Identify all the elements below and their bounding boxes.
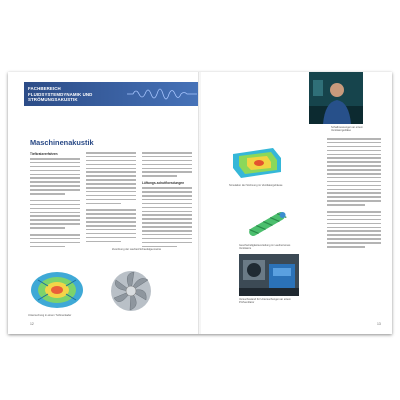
subheading-1: Tiefkratzverfahren: [30, 152, 58, 156]
section-banner: [24, 82, 199, 106]
text-column-2: [86, 152, 136, 244]
waveform-graphic: [127, 84, 197, 104]
caption-turbine: Untersuchung in einem Turbinenlader: [28, 314, 72, 317]
page-number-right: 13: [377, 322, 381, 326]
subheading-2: Lüftungs-schutfloesdungen: [142, 181, 185, 186]
text-column-1: [30, 158, 80, 250]
caption-impeller: Zuordnung der Laufrad-Schaufelgeometrie: [112, 248, 162, 251]
right-page: [201, 72, 392, 334]
turbine-simulation-image: [28, 266, 86, 312]
caption-sim: Simulation der Strömung im Ventilatorgehäuse: [229, 184, 283, 187]
researcher-photo: [309, 72, 363, 124]
text-column-right: [327, 138, 381, 250]
caption-spiral: Geschwindigkeitsverteilung im Laufrad eines Ventilators: [239, 244, 291, 251]
fan-housing-simulation-image: [229, 142, 285, 182]
caption-lab: Versuchsstand für Untersuchungen an einem Prüfventilator: [239, 298, 291, 305]
test-rig-photo: [239, 254, 299, 296]
text-column-3: [142, 152, 192, 249]
banner-title: [28, 86, 92, 103]
magazine-spread: [8, 72, 392, 334]
article-heading: Maschinenakustik: [30, 138, 94, 147]
page-number-left: 12: [30, 322, 34, 326]
banner-line-1: FACHBEREICH: [28, 86, 61, 91]
left-page: [8, 72, 199, 334]
caption-portrait: Schallmessungen an einem Ventilatorgebläse: [331, 126, 363, 133]
banner-line-3: STRÖMUNGSAKUSTIK: [28, 97, 78, 103]
fan-blade-simulation-image: [241, 204, 293, 244]
impeller-image: [108, 268, 154, 314]
banner-line-2: FLUIDSYSTEMDYNAMIK UND: [28, 91, 93, 97]
